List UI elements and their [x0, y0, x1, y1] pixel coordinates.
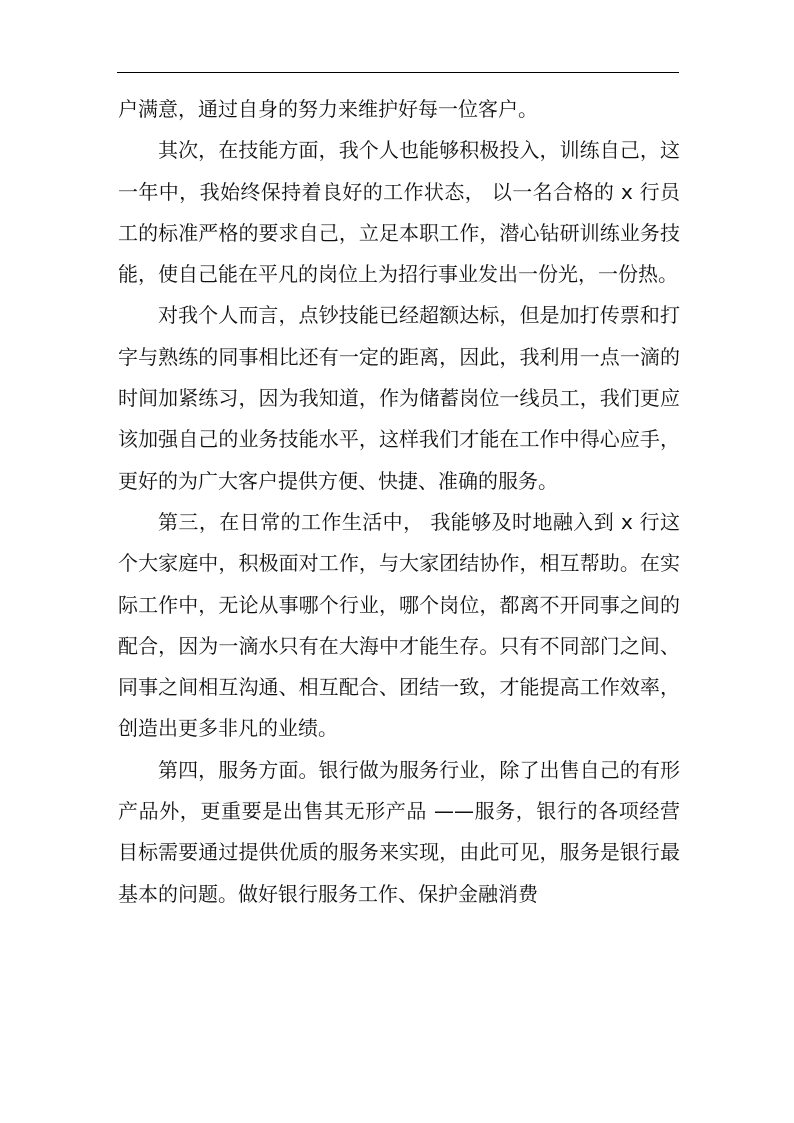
paragraph-continuation: 户满意，通过自身的努力来维护好每一位客户。: [118, 97, 538, 121]
document-body: [118, 89, 680, 915]
paragraph-skills: 其次，在技能方面，我个人也能够积极投入，训练自己，这一年中，我始终保持着良好的工作状态， 以一名合格的 x 行员工的标准严格的要求自己，立足本职工作，潜心钻研训练业务技能，使自己能在平凡的岗位上为招行事业发出一份光，一份热。: [118, 138, 680, 287]
paragraph-personal: 对我个人而言，点钞技能已经超额达标，但是加打传票和打字与熟练的同事相比还有一定的距离，因此，我利用一点一滴的时间加紧练习，因为我知道，作为储蓄岗位一线员工，我们更应该加强自己的业务技能水平，这样我们才能在工作中得心应手，更好的为广大客户提供方便、快捷、准确的服务。: [118, 303, 680, 493]
paragraph-fourth: 第四，服务方面。银行做为服务行业，除了出售自己的有形产品外，更重要是出售其无形产品 ——服务，银行的各项经营目标需要通过提供优质的服务来实现，由此可见，服务是银行最基本的问题。做好银行服务工作、保护金融消费: [118, 757, 680, 906]
header-rule: [117, 72, 679, 73]
paragraph-third: 第三，在日常的工作生活中， 我能够及时地融入到 x 行这个大家庭中，积极面对工作，与大家团结协作，相互帮助。在实际工作中，无论从事哪个行业，哪个岗位，都离不开同事之间的配合，因为一滴水只有在大海中才能生存。只有不同部门之间、同事之间相互沟通、相互配合、团结一致，才能提高工作效率，创造出更多非凡的业绩。: [118, 509, 680, 741]
